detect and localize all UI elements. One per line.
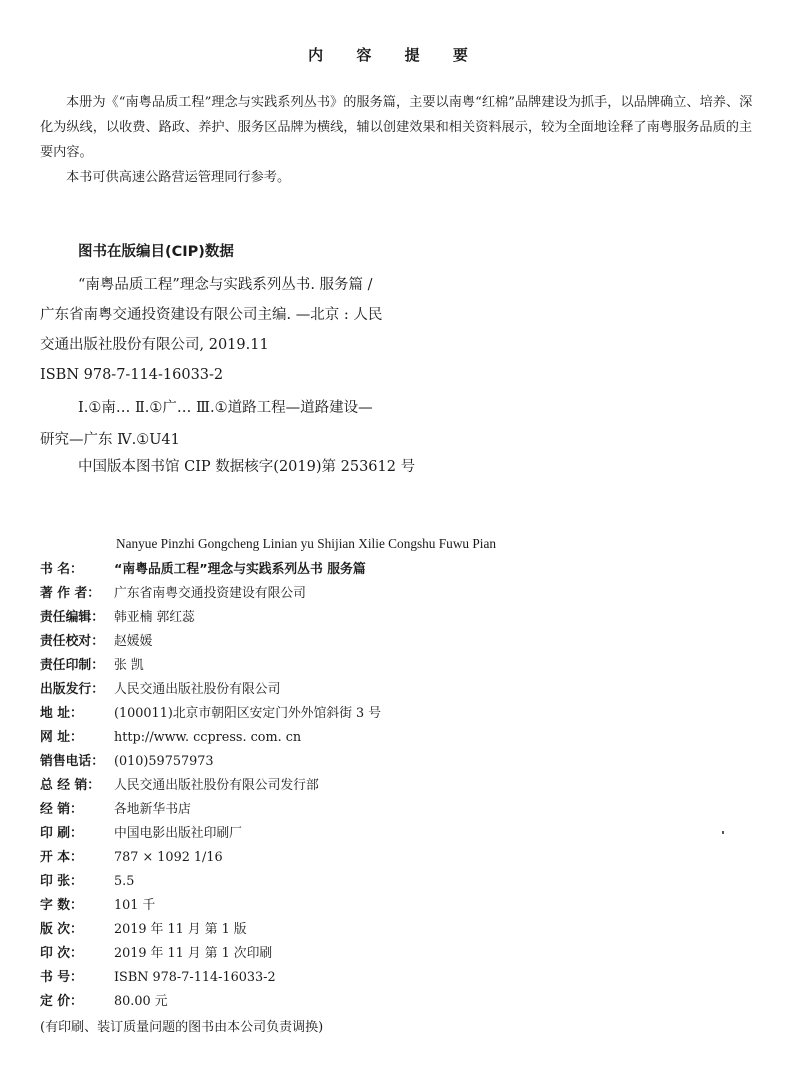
colophon-label: 经 销： — [40, 802, 83, 817]
colophon-value: “南粤品质工程”理念与实践系列丛书 服务篇 — [114, 562, 366, 577]
colophon-value: 2019 年 11 月 第 1 版 — [114, 922, 247, 937]
colophon-label: 责任编辑： — [40, 610, 104, 625]
cip-record — [40, 270, 480, 390]
colophon-label: 责任印制： — [40, 658, 104, 673]
colophon-value: 人民交通出版社股份有限公司 — [114, 682, 281, 697]
colophon-value: http://www. ccpress. com. cn — [114, 730, 302, 745]
colophon-value: 张 凯 — [114, 658, 144, 673]
colophon-label: 印 次： — [40, 946, 83, 961]
pinyin-title: Nanyue Pinzhi Gongcheng Linian yu Shijian Xilie Congshu Fuwu Pian — [116, 536, 497, 551]
colophon-row-price — [40, 990, 740, 1014]
cip-verification: 中国版本图书馆 CIP 数据核字(2019)第 253612 号 — [78, 459, 416, 475]
colophon-row-sales-phone — [40, 750, 740, 774]
summary-text — [40, 90, 760, 190]
cip-classification — [40, 392, 560, 456]
summary-heading: 内 容 提 要 — [308, 46, 482, 64]
colophon-label: 定 价： — [40, 994, 83, 1009]
colophon-label: 书 名： — [40, 562, 83, 577]
cip-line: 广东省南粤交通投资建设有限公司主编. —北京 : 人民 — [40, 307, 383, 323]
colophon-value: 787 × 1092 1/16 — [114, 850, 223, 865]
colophon-row-website — [40, 726, 740, 750]
colophon-row-author — [40, 582, 740, 606]
colophon-row-address — [40, 702, 740, 726]
colophon-value: (100011)北京市朝阳区安定门外外馆斜街 3 号 — [114, 706, 382, 721]
colophon-label: 出版发行： — [40, 682, 104, 697]
colophon-value: 5.5 — [114, 874, 135, 889]
cip-line: “南粤品质工程”理念与实践系列丛书. 服务篇 / — [78, 277, 373, 293]
colophon-row-printer — [40, 822, 740, 846]
colophon — [40, 558, 740, 1014]
colophon-label: 书 号： — [40, 970, 83, 985]
print-speck — [722, 831, 724, 834]
colophon-label: 著 作 者： — [40, 586, 101, 601]
colophon-label: 销售电话： — [40, 754, 104, 769]
summary-paragraph: 本书可供高速公路营运管理同行参考。 — [66, 170, 291, 185]
colophon-value: 赵媛媛 — [114, 634, 153, 649]
cip-line: ISBN 978-7-114-16033-2 — [40, 367, 224, 383]
colophon-value: 中国电影出版社印刷厂 — [114, 826, 242, 841]
quality-note: (有印刷、装订质量问题的图书由本公司负责调换) — [40, 1020, 324, 1035]
colophon-label: 总 经 销： — [40, 778, 101, 793]
summary-paragraph: 本册为《“南粤品质工程”理念与实践系列丛书》的服务篇，主要以南粤“红棉”品牌建设为抓手，以品牌确立、培养、深化为纵线，以收费、路政、养护、服务区品牌为横线，辅以创建效果和相关资料展示，较为全面地诠释了南粤服务品质的主要内容。 — [40, 95, 753, 160]
colophon-value: 2019 年 11 月 第 1 次印刷 — [114, 946, 273, 961]
colophon-row-proofreader — [40, 630, 740, 654]
cip-class-line: 研究—广东 Ⅳ.①U41 — [40, 432, 180, 448]
colophon-value: 韩亚楠 郭红蕊 — [114, 610, 195, 625]
colophon-label: 开 本： — [40, 850, 83, 865]
colophon-value: 各地新华书店 — [114, 802, 191, 817]
colophon-row-publisher — [40, 678, 740, 702]
colophon-label: 地 址： — [40, 706, 83, 721]
cip-heading: 图书在版编目(CIP)数据 — [78, 244, 234, 260]
colophon-label: 责任校对： — [40, 634, 104, 649]
colophon-row-editor — [40, 606, 740, 630]
colophon-value: (010)59757973 — [114, 754, 214, 769]
colophon-row-word-count — [40, 894, 740, 918]
colophon-row-printing — [40, 942, 740, 966]
colophon-label: 网 址： — [40, 730, 83, 745]
colophon-value: 广东省南粤交通投资建设有限公司 — [114, 586, 306, 601]
cip-class-line: Ⅰ.①南… Ⅱ.①广… Ⅲ.①道路工程—道路建设— — [78, 400, 373, 416]
colophon-row-retailer — [40, 798, 740, 822]
colophon-label: 字 数： — [40, 898, 83, 913]
colophon-row-distributor — [40, 774, 740, 798]
colophon-label: 版 次： — [40, 922, 83, 937]
colophon-value: 101 千 — [114, 898, 156, 913]
colophon-row-format — [40, 846, 740, 870]
colophon-value: 人民交通出版社股份有限公司发行部 — [114, 778, 319, 793]
colophon-value: ISBN 978-7-114-16033-2 — [114, 970, 276, 985]
colophon-row-title — [40, 558, 740, 582]
colophon-row-edition — [40, 918, 740, 942]
colophon-row-print-supervisor — [40, 654, 740, 678]
colophon-row-sheets — [40, 870, 740, 894]
colophon-value: 80.00 元 — [114, 994, 168, 1009]
colophon-label: 印 张： — [40, 874, 83, 889]
colophon-label: 印 刷： — [40, 826, 83, 841]
cip-line: 交通出版社股份有限公司, 2019.11 — [40, 337, 269, 353]
colophon-row-isbn — [40, 966, 740, 990]
